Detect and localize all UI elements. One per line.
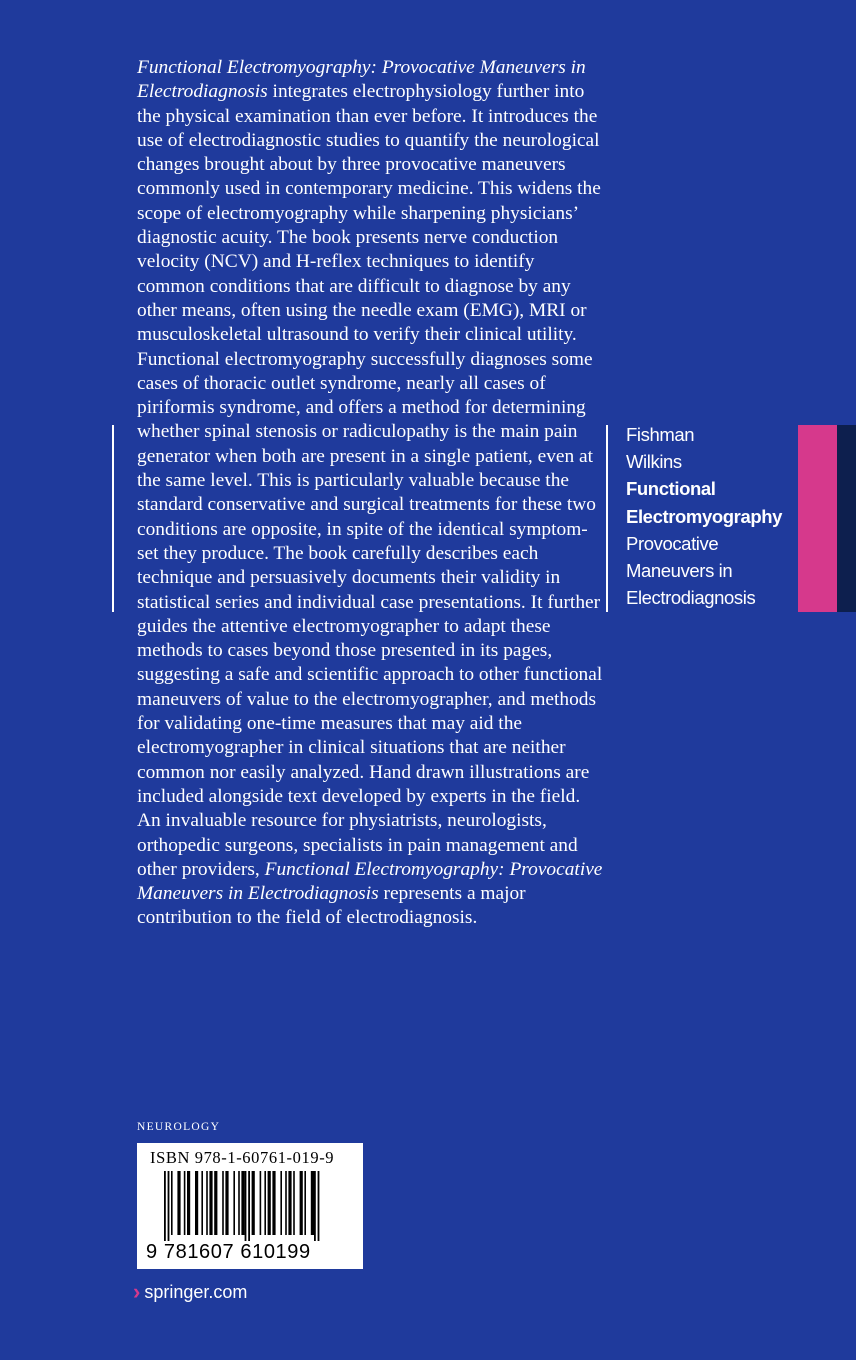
isbn-barcode (137, 1143, 363, 1269)
book-subtitle-line: Maneuvers in (626, 560, 733, 582)
publisher-link[interactable] (133, 1281, 247, 1303)
book-title-line: Electromyography (626, 505, 783, 527)
dark-color-band (837, 425, 856, 612)
book-title-line: Functional (626, 478, 716, 500)
isbn-number: ISBN 978-1-60761-019-9 (150, 1148, 335, 1167)
book-subtitle-line: Electrodiagnosis (626, 587, 756, 609)
publisher-link-text: springer.com (144, 1281, 248, 1302)
book-subtitle-line: Provocative (626, 532, 719, 554)
title-divider (606, 425, 608, 612)
book-title-italic: Functional Electromyography: Provocative Maneuvers in Electrodiagnosis (137, 57, 586, 103)
author-name: Fishman (626, 424, 695, 445)
author-name: Wilkins (626, 451, 682, 473)
chevron-right-icon: › (133, 1279, 141, 1304)
subject-category: NEUROLOGY (137, 1121, 221, 1133)
barcode-digits: 9 781607 610199 (146, 1241, 311, 1263)
book-title-italic-repeat: Functional Electromyography: Provocative Maneuvers in Electrodiagnosis (137, 858, 603, 905)
book-description (137, 56, 603, 931)
description-text: integrates electrophysiology further into the physical examination than ever before. It introduces the use of electrodiagnostic studies to quantify the neurological changes brought about by three provocative maneuvers commonly used in contemporary medicine. This widens the scope of electromyography while sharpening physicians’ diagnostic acuity. The book presents nerve conduction velocity (NCV) and H-reflex techniques to identify common conditions that are difficult to diagnose by any other means, often using the needle exam (EMG), MRI or musculoskeletal ultrasound to verify their clinical utility. Functional electromyography successfully diagnoses some cases of thoracic outlet syndrome, nearly all cases of piriformis syndrome, and offers a method for determining whether spinal stenosis or radiculopathy is the main pain generator when both are present in a single patient, even at the same level. This is particularly valuable because the standard conservative and surgical treatments for these two conditions are opposite, in spite of the identical symptom-set they produce. The book carefully describes each technique and persuasively documents their validity in statistical series and individual case presentations. It further guides the attentive electromyographer to adapt these methods to cases beyond those presented in its pages, suggesting a safe and scientific approach to other functional maneuvers of value to the electromyographer, and methods for validating one-time measures that may aid the electromyographer in clinical situations that are neither common nor easily analyzed. Hand drawn illustrations are included alongside text developed by experts in the field. An invaluable resource for physiatrists, neurologists, orthopedic surgeons, specialists in pain management and other providers, (137, 81, 603, 880)
pink-color-band (798, 425, 837, 612)
cover-title-block (626, 421, 796, 611)
barcode-bars (164, 1171, 344, 1241)
description-closing: represents a major contribution to the field of electrodiagnosis. (137, 883, 526, 929)
left-divider (112, 425, 114, 612)
